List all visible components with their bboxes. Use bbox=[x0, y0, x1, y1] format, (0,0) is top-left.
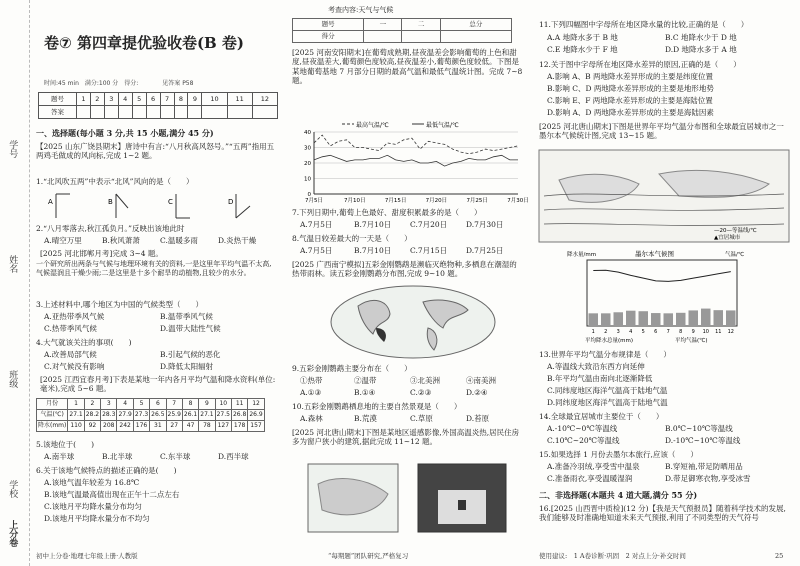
q6-text: 6.关于该地气候特点的描述正确的是( ) bbox=[36, 466, 177, 475]
climate-month-8[interactable]: 8 bbox=[182, 399, 198, 410]
q14-option-c[interactable]: C.10℃~20℃等温线 bbox=[547, 436, 620, 445]
house-window bbox=[458, 500, 466, 510]
climate-temp-10[interactable]: 27.5 bbox=[215, 410, 231, 421]
q1-option-b-label: B bbox=[108, 198, 113, 206]
q14-option-b[interactable]: B.0℃~10℃等温线 bbox=[665, 424, 733, 433]
q15-option-c[interactable]: C.准备雨衣,享受温暖湿润 bbox=[547, 474, 633, 483]
q9-text: 9.五彩金刚鹦鹉主要分布在（ ） bbox=[292, 364, 412, 373]
paper-badge: 卷⑦ bbox=[44, 34, 72, 52]
q13-option-c[interactable]: C.同纬度地区海洋气温高于陆地气温 bbox=[547, 386, 668, 395]
q3-option-d[interactable]: D.温带大陆性气候 bbox=[160, 324, 221, 333]
score-label-points: 得分 bbox=[293, 31, 364, 43]
q1-option-b[interactable] bbox=[108, 194, 128, 218]
climate-temp-1[interactable]: 27.1 bbox=[68, 410, 84, 421]
q1-option-d-label: D bbox=[228, 198, 234, 206]
q4-option-b[interactable]: B.引起气候的恶化 bbox=[160, 350, 221, 359]
climate-chart-right-axis-label: 气温/℃ bbox=[725, 252, 745, 258]
climate-temp-5[interactable]: 27.3 bbox=[133, 410, 149, 421]
climate-month-4[interactable]: 4 bbox=[117, 399, 133, 410]
climate-month-1[interactable]: 1 bbox=[68, 399, 84, 410]
x-tick-label: 7月20日 bbox=[425, 198, 448, 204]
section-1-title: 一、选择题(每小题 3 分,共 15 小题,满分 45 分) bbox=[36, 128, 214, 138]
q15-option-b[interactable]: B.穿短袖,带足防晒用品 bbox=[665, 462, 743, 471]
y-tick-label: 20 bbox=[304, 161, 311, 167]
subject-banner: 考查内容:天气与气候 bbox=[328, 6, 394, 14]
answer-grid-cell-9[interactable] bbox=[188, 106, 202, 119]
x-tick-label: 7月15日 bbox=[384, 198, 407, 204]
climate-rain-bar bbox=[714, 310, 724, 326]
climate-legend-rain: 平均降水总量(mm) bbox=[585, 338, 634, 344]
q9-item-3: ③北美洲 bbox=[410, 376, 440, 385]
q14-text: 14.全球最宜居城市主要位于（ ） bbox=[539, 412, 664, 421]
climate-month-0: 月份 bbox=[37, 399, 68, 410]
q10-option-b[interactable]: B.荒漠 bbox=[354, 414, 377, 423]
climate-chart-plot bbox=[587, 260, 737, 335]
world-map-outline bbox=[331, 286, 495, 358]
q10-text: 10.五彩金刚鹦鹉栖息地的主要自然景观是（ ） bbox=[292, 402, 462, 411]
climate-month-12[interactable]: 12 bbox=[248, 399, 264, 410]
q7-intro: [2025 河南安阳期末]在葡萄成熟期,昼夜温差会影响葡萄的上色和甜度,昼夜温差大,葡萄颜色度较高,昼夜温差小,葡萄颜色度较低。下图是某地葡萄基地 7 月部分日期的最高气温和最低气温统计图。完成 7~8 题。 bbox=[292, 48, 523, 86]
y-tick-label: 10 bbox=[304, 176, 311, 183]
climate-month-6[interactable]: 6 bbox=[150, 399, 166, 410]
q3-option-b[interactable]: B.温带季风气候 bbox=[160, 312, 213, 321]
climate-rain-bar bbox=[701, 309, 711, 326]
q16-text: 16.[2025 山西晋中质检](12 分)【我是天气预报员】随着科学技术的发展,我们能够及时准确地知道未来天气预报,利用了不同类型的天气符号 bbox=[539, 504, 786, 523]
climate-month-3[interactable]: 3 bbox=[101, 399, 117, 410]
margin-label-school: 学校 bbox=[7, 480, 18, 498]
q1-option-a-label: A bbox=[48, 198, 53, 206]
q8-option-c[interactable]: C.7月15日 bbox=[410, 246, 448, 255]
climate-month-11[interactable]: 11 bbox=[231, 399, 247, 410]
climate-rain-bar bbox=[626, 311, 636, 326]
climate-rain-11[interactable]: 178 bbox=[231, 421, 247, 432]
climate-month-2[interactable]: 2 bbox=[84, 399, 100, 410]
y-tick-label: 30 bbox=[304, 145, 311, 152]
margin-label-name: 姓名 bbox=[7, 255, 18, 273]
climate-rain-0: 降水(mm) bbox=[37, 421, 68, 432]
climate-rain-4[interactable]: 242 bbox=[117, 421, 133, 432]
q8-option-d[interactable]: D.7月25日 bbox=[466, 246, 504, 255]
climate-temp-11[interactable]: 26.8 bbox=[231, 410, 247, 421]
climate-temp-3[interactable]: 28.3 bbox=[101, 410, 117, 421]
world-isotherm-map bbox=[539, 150, 789, 242]
climate-rain-bar bbox=[639, 311, 649, 326]
score-label-qno: 题号 bbox=[293, 19, 364, 31]
climate-table bbox=[36, 398, 265, 432]
answer-grid-header-6[interactable]: 6 bbox=[146, 93, 160, 106]
climate-month-tick: 11 bbox=[715, 329, 722, 335]
q13-option-d[interactable]: D.同纬度地区海洋气温高于陆地气温 bbox=[547, 398, 668, 407]
climate-month-tick: 5 bbox=[641, 329, 645, 335]
q12-option-d[interactable]: D.影响 A、D 两地降水差异形成的主要是海陆因素 bbox=[547, 108, 714, 117]
q7-option-d[interactable]: D.7月30日 bbox=[466, 220, 504, 229]
answer-grid-header-5[interactable]: 5 bbox=[132, 93, 146, 106]
answer-grid-header-2[interactable]: 2 bbox=[90, 93, 104, 106]
binding-margin bbox=[0, 0, 30, 566]
answer-grid-cell-0: 答案 bbox=[39, 106, 77, 119]
section-score-table bbox=[292, 18, 512, 43]
q3-option-a[interactable]: A.亚热带季风气候 bbox=[44, 312, 105, 321]
q6-option-a[interactable]: A.该地气温年较差为 16.8℃ bbox=[44, 478, 140, 487]
answer-grid-header-7[interactable]: 7 bbox=[160, 93, 174, 106]
q2-option-c[interactable]: C.温暖多雨 bbox=[160, 236, 198, 245]
answer-grid bbox=[38, 92, 278, 119]
answer-grid-header-9[interactable]: 9 bbox=[188, 93, 202, 106]
q11-intro: [2025 河北唐山期末]下图是某地区遥感影像,外国高温炎热,居民住房多为窗户狭小的建筑,据此完成 11~12 题。 bbox=[292, 428, 520, 447]
q2-option-d[interactable]: D.炎热干燥 bbox=[218, 236, 257, 245]
answer-grid-header-10[interactable]: 10 bbox=[202, 93, 227, 106]
score-label-total: 总分 bbox=[440, 19, 511, 31]
q4-option-d[interactable]: D.降低太阳辐射 bbox=[160, 362, 214, 371]
x-tick-label: 7月30日 bbox=[507, 198, 529, 204]
y-tick-label: 0 bbox=[307, 192, 311, 198]
q15-text: 15.如果选择 1 月份去墨尔本旅行,应该（ ） bbox=[539, 450, 698, 459]
climate-rain-7[interactable]: 27 bbox=[166, 421, 182, 432]
score-cell-part1[interactable] bbox=[364, 31, 402, 43]
climate-month-tick: 7 bbox=[666, 329, 670, 335]
climate-rain-bar bbox=[614, 312, 624, 326]
answer-grid-header-12[interactable]: 12 bbox=[252, 93, 277, 106]
climate-rain-3[interactable]: 208 bbox=[101, 421, 117, 432]
column-3 bbox=[535, 0, 793, 566]
climate-rain-2[interactable]: 92 bbox=[84, 421, 100, 432]
climate-rain-10[interactable]: 127 bbox=[215, 421, 231, 432]
score-label-part1: 一 bbox=[364, 19, 402, 31]
climate-month-5[interactable]: 5 bbox=[133, 399, 149, 410]
climate-month-tick: 3 bbox=[616, 329, 620, 335]
q9-item-2: ②温带 bbox=[354, 376, 377, 385]
q4-option-a[interactable]: A.改善局部气候 bbox=[44, 350, 97, 359]
q3-option-c[interactable]: C.热带季风气候 bbox=[44, 324, 97, 333]
temperature-line-chart bbox=[292, 118, 529, 208]
climate-month-tick: 2 bbox=[604, 329, 608, 335]
q14-option-d[interactable]: D.-10℃~10℃等温线 bbox=[665, 436, 741, 445]
page-number: 25 bbox=[775, 551, 784, 560]
q11-text: 11.下列四幅图中字母所在地区降水量的比较,正确的是（ ） bbox=[539, 20, 749, 29]
answer-grid-cell-8[interactable] bbox=[174, 106, 188, 119]
climate-month-tick: 1 bbox=[591, 329, 595, 335]
q5-option-c[interactable]: C.东半球 bbox=[160, 452, 191, 461]
q9-option-d[interactable]: D.②④ bbox=[466, 388, 488, 397]
climate-month-tick: 10 bbox=[702, 329, 709, 335]
answer-grid-cell-7[interactable] bbox=[160, 106, 174, 119]
section-2-title: 二、非选择题(本题共 4 道大题,满分 55 分) bbox=[539, 490, 698, 500]
q1-option-a[interactable] bbox=[48, 194, 70, 218]
q1-text: 1.“北风吹五两”中表示“北风”风向的是（ ） bbox=[36, 177, 194, 186]
legend-max-label: 最高气温/℃ bbox=[356, 122, 389, 129]
q5-intro: [2025 江西宜春月考]下表是某地一年内各月平均气温和降水资料(单位:毫米),完成 5~6 题。 bbox=[40, 375, 276, 394]
answer-grid-header-8[interactable]: 8 bbox=[174, 93, 188, 106]
q8-option-a[interactable]: A.7月5日 bbox=[300, 246, 333, 255]
paper-title: 第四章提优验收卷(B 卷) bbox=[76, 34, 245, 52]
q9-option-b[interactable]: B.①④ bbox=[354, 388, 376, 397]
answer-grid-cell-5[interactable] bbox=[132, 106, 146, 119]
q6-option-d[interactable]: D.该地月平均降水量分布不均匀 bbox=[44, 514, 150, 523]
climate-temp-line bbox=[593, 270, 731, 281]
margin-label-id: 学号 bbox=[7, 140, 18, 158]
q10-option-c[interactable]: C.草原 bbox=[410, 414, 433, 423]
q9-item-4: ④南美洲 bbox=[466, 376, 496, 385]
q13-option-a[interactable]: A.等温线大致沿东西方向延伸 bbox=[547, 362, 645, 371]
x-tick-label: 7月5日 bbox=[305, 198, 323, 204]
climate-temp-4[interactable]: 27.9 bbox=[117, 410, 133, 421]
climate-rain-9[interactable]: 78 bbox=[199, 421, 215, 432]
footer-mid: “每期题”团队研究,严格复习 bbox=[328, 551, 409, 560]
climate-rain-bar bbox=[651, 313, 661, 326]
climate-rain-bar bbox=[664, 313, 674, 326]
answer-grid-cell-4[interactable] bbox=[118, 106, 132, 119]
footer-left: 初中上分卷·地理七年级上册·人教版 bbox=[36, 551, 138, 560]
answer-grid-cell-10[interactable] bbox=[202, 106, 227, 119]
column-1 bbox=[32, 0, 282, 566]
answer-grid-cell-2[interactable] bbox=[90, 106, 104, 119]
isotherm-legend: —20—等温线/℃ bbox=[714, 228, 757, 234]
answer-grid-header-3[interactable]: 3 bbox=[104, 93, 118, 106]
margin-label-class: 班级 bbox=[7, 370, 18, 388]
series-min-temp-line bbox=[314, 155, 518, 166]
q9-intro: [2025 广西南宁模拟]五彩金刚鹦鹉是濒临灭绝物种,多栖息在潮湿的热带雨林。读五彩金刚鹦鹉分布图,完成 9~10 题。 bbox=[292, 260, 517, 279]
score-cell-part2[interactable] bbox=[402, 31, 440, 43]
q10-option-a[interactable]: A.森林 bbox=[300, 414, 323, 423]
q7-text: 7.下列日期中,葡萄上色最好、甜度积累最多的是（ ） bbox=[292, 208, 482, 217]
q2-text: 2.“八月零落去,秋江孤负月。”反映出该地此时 bbox=[36, 224, 185, 233]
q3-material: 一个研究所出两条与气候与地理环境有关的资料,一是这里年平均气温不太高,气候湿润且干燥少雨;二是这里是十多个耐旱的动植物,且较少的水分。 bbox=[36, 260, 272, 277]
region-images bbox=[308, 464, 508, 534]
climate-temp-9[interactable]: 27.1 bbox=[199, 410, 215, 421]
footer-right: 使用建议: 1 A卷诊断·巩固 2 对点上分·补交时间 bbox=[539, 551, 686, 560]
q5-option-a[interactable]: A.南半球 bbox=[44, 452, 75, 461]
q6-option-b[interactable]: B.该地气温最高值出现在正午十二点左右 bbox=[44, 490, 180, 499]
climate-temp-8[interactable]: 26.1 bbox=[182, 410, 198, 421]
q7-option-b[interactable]: B.7月10日 bbox=[354, 220, 392, 229]
q5-option-d[interactable]: D.西半球 bbox=[218, 452, 249, 461]
climate-month-7[interactable]: 7 bbox=[166, 399, 182, 410]
q11-option-b[interactable]: B.C 地降水少于 D 地 bbox=[665, 33, 737, 42]
q8-text: 8.气温日较差最大的一天是（ ） bbox=[292, 234, 412, 243]
climate-chart-left-axis-label: 降水量/mm bbox=[567, 252, 597, 258]
climate-rain-12[interactable]: 157 bbox=[248, 421, 264, 432]
climate-month-tick: 8 bbox=[679, 329, 683, 335]
margin-label-brand: 上分卷 bbox=[7, 520, 18, 547]
q4-text: 4.大气就该关注的事项( ) bbox=[36, 338, 132, 347]
q7-option-c[interactable]: C.7月20日 bbox=[410, 220, 448, 229]
climate-legend-temp: 平均气温(℃) bbox=[675, 338, 708, 344]
climate-rain-bar bbox=[726, 310, 736, 326]
climate-month-tick: 4 bbox=[629, 329, 633, 335]
q9-option-c[interactable]: C.②③ bbox=[410, 388, 432, 397]
q2-option-a[interactable]: A.晴空万里 bbox=[44, 236, 82, 245]
q12-text: 12.关于图中字母所在地区降水差异的原因,正确的是（ ） bbox=[539, 60, 741, 69]
climate-rain-6[interactable]: 31 bbox=[150, 421, 166, 432]
answer-grid-header-11[interactable]: 11 bbox=[227, 93, 252, 106]
q1-option-c[interactable] bbox=[168, 194, 190, 218]
x-tick-label: 7月10日 bbox=[344, 198, 366, 204]
answer-grid-cell-12[interactable] bbox=[252, 106, 277, 119]
q3-intro: [2025 河北邯郸月考]完成 3~4 题。 bbox=[40, 249, 163, 258]
q12-option-a[interactable]: A.影响 A、B 两地降水差异形成的主要是纬度位置 bbox=[547, 72, 713, 81]
page-title bbox=[44, 34, 244, 53]
q14-option-a[interactable]: A.-10℃~0℃等温线 bbox=[547, 424, 618, 433]
q5-option-b[interactable]: B.北半球 bbox=[102, 452, 133, 461]
livable-city-legend: ▲宜居城市 bbox=[714, 235, 741, 241]
q1-option-figures bbox=[46, 190, 276, 222]
answer-grid-cell-11[interactable] bbox=[227, 106, 252, 119]
climate-month-tick: 9 bbox=[691, 329, 695, 335]
climate-month-10[interactable]: 10 bbox=[215, 399, 231, 410]
x-tick-label: 7月25日 bbox=[466, 198, 488, 204]
q5-text: 5.该地位于( ) bbox=[36, 440, 95, 449]
chart-plot-area bbox=[304, 130, 529, 204]
q13-text: 13.世界年平均气温分布规律是（ ） bbox=[539, 350, 671, 359]
climate-rain-bar bbox=[676, 313, 686, 326]
climate-rain-bar bbox=[601, 313, 611, 326]
climate-rain-5[interactable]: 176 bbox=[133, 421, 149, 432]
q1-option-c-label: C bbox=[168, 198, 173, 206]
score-label-part2: 二 bbox=[402, 19, 440, 31]
climate-month-tick: 6 bbox=[654, 329, 658, 335]
parrot-distribution-map bbox=[328, 284, 498, 360]
series-max-temp-line bbox=[314, 135, 518, 154]
climate-month-tick: 12 bbox=[727, 329, 734, 335]
answer-grid-cell-1[interactable] bbox=[76, 106, 90, 119]
q2-option-b[interactable]: B.秋风萧萧 bbox=[102, 236, 140, 245]
climate-month-9[interactable]: 9 bbox=[199, 399, 215, 410]
q15-option-a[interactable]: A.准备冷羽绒,享受雪中温泉 bbox=[547, 462, 640, 471]
chart-legend bbox=[342, 121, 459, 129]
q12-option-b[interactable]: B.影响 C、D 两地降水差异形成的主要是地形地势 bbox=[547, 84, 714, 93]
q6-option-c[interactable]: C.该地月平均降水量分布均匀 bbox=[44, 502, 142, 511]
answer-grid-header-4[interactable]: 4 bbox=[118, 93, 132, 106]
q1-option-d[interactable] bbox=[228, 194, 250, 218]
exam-meta: 时间:45 min 满分:100 分 得分: 见答案 P58 bbox=[44, 80, 194, 87]
q7-option-a[interactable]: A.7月5日 bbox=[300, 220, 333, 229]
q9-item-1: ①热带 bbox=[300, 376, 323, 385]
climate-rain-bar bbox=[689, 310, 699, 326]
melbourne-climate-chart bbox=[565, 248, 765, 344]
answer-grid-header-1[interactable]: 1 bbox=[76, 93, 90, 106]
q15-option-d[interactable]: D.带足御寒衣物,享受冰雪 bbox=[665, 474, 751, 483]
climate-rain-8[interactable]: 47 bbox=[182, 421, 198, 432]
q13-intro: [2025 河北唐山期末]下图是世界年平均气温分布图和全球最宜居城市之一墨尔本气候统计图,完成 13~15 题。 bbox=[539, 122, 784, 141]
q11-option-d[interactable]: D.D 地降水多于 A 地 bbox=[665, 45, 737, 54]
score-cell-total[interactable] bbox=[440, 31, 511, 43]
q1-intro: 【2025 山东广饶县期末】唐诗中有言:“八月秋高风怒号。”“五两”指用五两鸡毛做成的风向标,完成 1~2 题。 bbox=[36, 142, 275, 161]
q3-text: 3.上述材料中,哪个地区为中国的气候类型（ ） bbox=[36, 300, 204, 309]
answer-grid-cell-3[interactable] bbox=[104, 106, 118, 119]
q9-option-a[interactable]: A.①③ bbox=[300, 388, 322, 397]
q13-option-b[interactable]: B.年平均气温由南向北逐渐降低 bbox=[547, 374, 653, 383]
q10-option-d[interactable]: D.苔原 bbox=[466, 414, 490, 423]
climate-temp-6[interactable]: 26.5 bbox=[150, 410, 166, 421]
q11-option-c[interactable]: C.E 地降水少于 F 地 bbox=[547, 45, 618, 54]
column-2 bbox=[288, 0, 528, 566]
legend-min-label: 最低气温/℃ bbox=[426, 122, 459, 129]
q12-option-c[interactable]: C.影响 E、F 两地降水差异形成的主要是海陆位置 bbox=[547, 96, 713, 105]
climate-rain-1[interactable]: 110 bbox=[68, 421, 84, 432]
climate-rain-bar bbox=[589, 313, 599, 326]
q11-option-a[interactable]: A.A 地降水多于 B 地 bbox=[547, 33, 618, 42]
climate-temp-7[interactable]: 25.9 bbox=[166, 410, 182, 421]
y-tick-label: 40 bbox=[304, 130, 311, 136]
climate-temp-2[interactable]: 28.2 bbox=[84, 410, 100, 421]
q8-option-b[interactable]: B.7月10日 bbox=[354, 246, 392, 255]
answer-grid-header-0: 题号 bbox=[39, 93, 77, 106]
climate-temp-0: 气温(℃) bbox=[37, 410, 68, 421]
q4-option-c[interactable]: C.对气候没有影响 bbox=[44, 362, 105, 371]
climate-chart-title: 墨尔本气候图 bbox=[635, 250, 674, 258]
answer-grid-cell-6[interactable] bbox=[146, 106, 160, 119]
climate-temp-12[interactable]: 26.9 bbox=[248, 410, 264, 421]
